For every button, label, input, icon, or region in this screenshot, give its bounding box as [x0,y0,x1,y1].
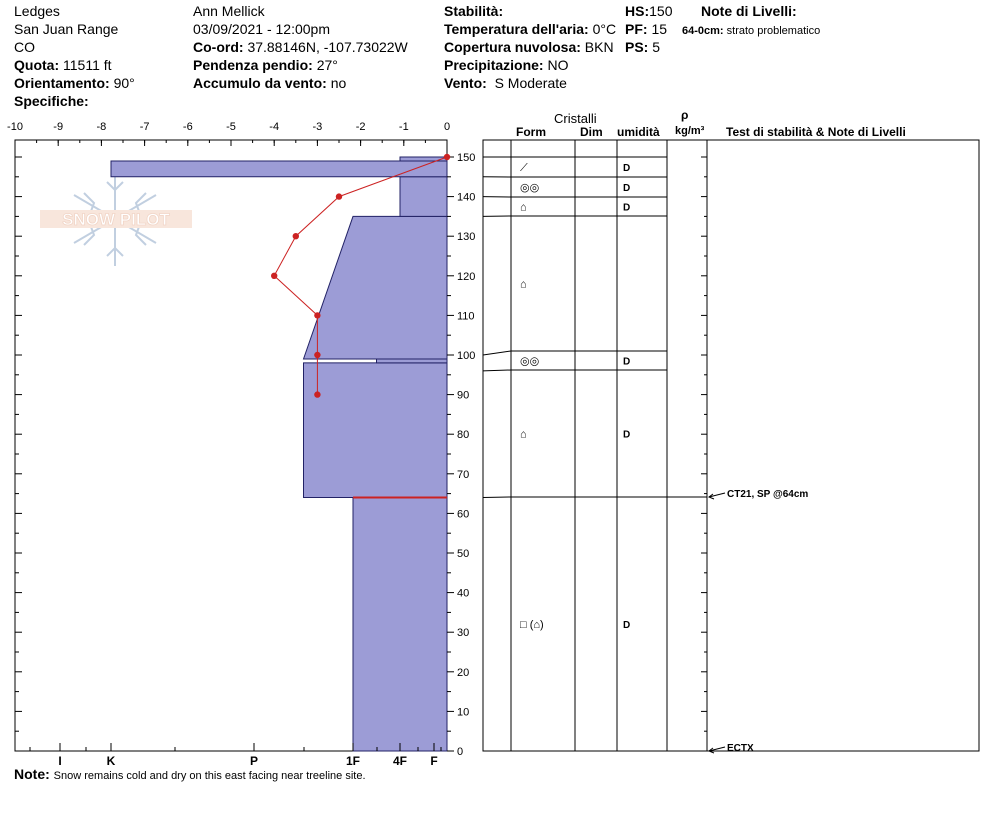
precip-label: Precipitazione: [444,57,544,73]
layer-connector [483,370,511,371]
layer-grain-form: ⌂ [520,278,527,291]
density-unit: kg/m³ [675,125,705,137]
layer-grain-form: ⟋ [520,162,528,174]
hardness-layer-1 [304,363,448,498]
depth-tick-label: 50 [457,548,470,560]
depth-tick-label: 0 [457,746,464,758]
temp-tick-label: -2 [355,121,366,133]
temperature-point [314,391,320,397]
size-heading: Dim [580,125,603,139]
observer-name: Ann Mellick [193,3,265,19]
layer-grain-form: ◎◎ [520,355,540,368]
hardness-layer-5 [111,161,447,177]
temperature-point [271,273,277,279]
specifics-label: Specifiche: [14,93,89,109]
layer-moisture: D [623,163,631,174]
depth-tick-label: 110 [457,310,475,323]
elevation-label: Quota: [14,57,60,73]
aspect-value: 90° [113,75,135,91]
temp-tick-label: 0 [443,121,451,133]
layer-grain-form: ⌂ [520,428,527,441]
tests-heading: Test di stabilità & Note di Livelli [726,125,906,139]
range-name: San Juan Range [14,21,119,37]
note-text: Snow remains cold and dry on this east facing near treeline site. [53,770,366,782]
density-symbol: ρ [681,108,689,122]
aspect-label: Orientamento: [14,75,110,91]
moisture-heading: umidità [617,125,660,139]
snowpilot-logo [40,172,192,266]
hardness-layer-4 [400,177,447,217]
temp-tick-label: -3 [312,121,323,133]
depth-tick-label: 150 [457,152,476,164]
location-name: Ledges [14,3,60,19]
hardness-layer-0 [353,498,447,751]
temperature-point [314,352,320,358]
layer-grain-form: □ (⌂) [520,619,544,631]
layer-moisture: D [623,620,631,631]
layer-grain-form: ⌂ [520,201,527,214]
temp-tick-label: -5 [226,121,236,133]
table-frame [483,140,979,751]
hardness-layer-2 [377,359,448,363]
temp-tick-label: -10 [7,121,23,133]
temp-tick-label: -9 [53,121,64,133]
depth-tick-label: 80 [457,429,470,442]
layer-connector [483,497,511,498]
layer-moisture: D [623,429,631,441]
state-name: CO [14,39,35,55]
layer-moisture: D [623,356,631,368]
hardness-layer-6 [400,157,447,161]
wind-load-label: Accumulo da vento: [193,75,327,91]
pf-label: PF: [625,21,648,37]
air-temp-value: 0°C [592,21,617,37]
form-heading: Form [516,125,546,139]
depth-tick-label: 70 [457,468,470,481]
hs-value: 150 [649,3,673,19]
hardness-tick-label: K [106,754,116,768]
air-temp-label: Temperatura dell'aria: [444,21,589,37]
stability-label: Stabilità: [444,3,504,19]
temperature-point [444,154,450,160]
temp-tick-label: -7 [139,121,150,133]
depth-tick-label: 120 [457,270,476,283]
layer-moisture: D [623,202,631,214]
stability-test-result: ECTX [727,743,754,754]
hs-label: HS: [625,3,650,19]
hardness-layer-3 [304,216,448,359]
precip-value: NO [547,57,569,73]
layer-note-depth: 64-0cm: [682,25,724,37]
logo-text: SNOW PILOT [62,210,170,229]
slope-value: 27° [316,57,338,73]
pf-value: 15 [651,21,668,37]
coords-value: 37.88146N, -107.73022W [247,39,408,55]
elevation-value: 11511 ft [63,57,112,73]
wind-value: S Moderate [494,75,567,91]
depth-tick-label: 60 [457,508,470,521]
layer-note-text: strato problematico [726,25,821,37]
crystals-heading: Cristalli [554,111,597,126]
temp-tick-label: -6 [182,121,193,133]
layer-grain-form: ◎◎ [520,182,540,194]
temp-tick-label: -8 [96,121,107,133]
hardness-tick-label: 4F [392,754,408,768]
hardness-tick-label: P [249,754,259,768]
coords-label: Co-ord: [193,39,244,55]
wind-label: Vento: [444,75,487,91]
layer-connector [483,351,511,355]
note-label: Note: [14,766,50,782]
temp-tick-label: -4 [269,121,280,133]
ps-label: PS: [625,39,649,55]
observation-datetime: 03/09/2021 - 12:00pm [193,21,330,37]
hardness-tick-label: I [58,754,62,768]
stratigraphy-table [483,140,979,754]
depth-tick-label: 20 [457,666,470,679]
hardness-tick-label: F [430,754,438,768]
cloud-label: Copertura nuvolosa: [444,39,581,55]
depth-tick-label: 30 [457,627,470,640]
layer-moisture: D [623,183,631,194]
hardness-tick-label: 1F [345,754,361,768]
temperature-point [314,312,320,318]
depth-tick-label: 40 [457,587,470,600]
ps-value: 5 [652,39,661,55]
temp-tick-label: -1 [398,121,409,133]
cloud-value: BKN [584,39,614,55]
stability-test-result: CT21, SP @64cm [727,489,809,500]
depth-tick-label: 130 [457,231,476,244]
wind-load-value: no [330,75,347,91]
temperature-point [336,193,342,199]
depth-tick-label: 140 [457,191,476,204]
layer-notes-title: Note di Livelli: [701,3,797,19]
depth-tick-label: 100 [457,350,476,362]
depth-tick-label: 10 [457,706,470,719]
slope-label: Pendenza pendio: [193,57,313,73]
depth-tick-label: 90 [457,389,470,402]
temperature-point [293,233,299,239]
